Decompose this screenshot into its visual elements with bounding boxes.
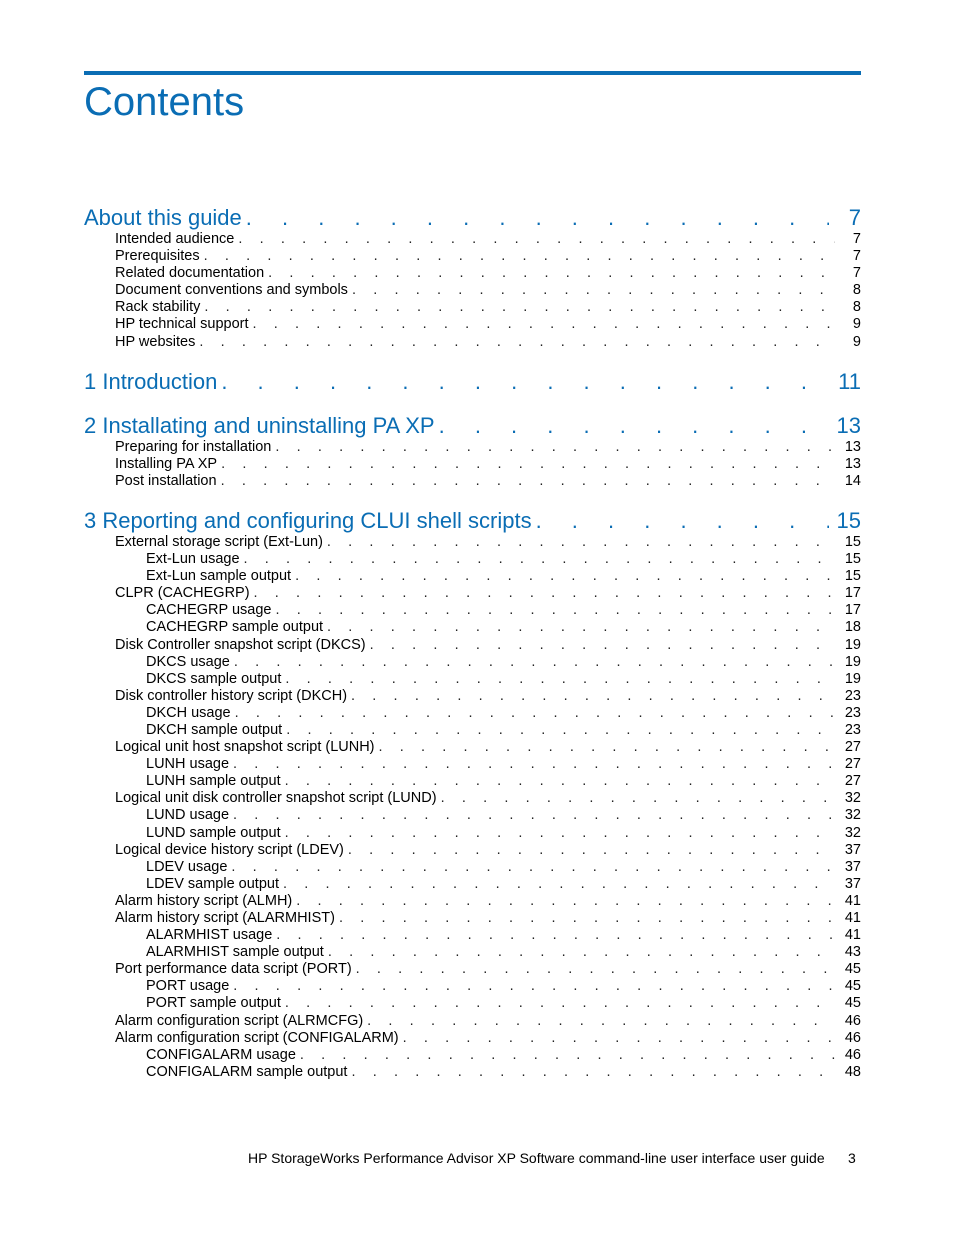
- dot-leader: [233, 978, 835, 995]
- toc-entry-page: 23: [844, 704, 861, 721]
- toc-entry-title: Document conventions and symbols: [115, 282, 348, 299]
- toc-entry-link[interactable]: [84, 534, 861, 551]
- toc-entry-title: DKCH usage: [146, 704, 231, 721]
- toc-entry-title: HP technical support: [115, 316, 249, 333]
- header-rule: [84, 71, 861, 75]
- toc-entry-link[interactable]: [84, 927, 861, 944]
- toc-entry-title: Ext-Lun usage: [146, 551, 240, 568]
- table-of-contents: [84, 205, 861, 1081]
- toc-entry-title: Related documentation: [115, 265, 265, 282]
- toc-entry-page: 27: [844, 773, 861, 790]
- toc-entry-page: 23: [844, 721, 861, 738]
- dot-leader: [233, 756, 835, 773]
- toc-entry-title: Prerequisites: [115, 248, 200, 265]
- dot-leader: [221, 456, 835, 473]
- toc-chapter-title: 2 Installating and uninstalling PA XP: [84, 412, 435, 438]
- toc-entry-title: LDEV sample output: [146, 875, 279, 892]
- dot-leader: [221, 473, 835, 490]
- dot-leader: [199, 334, 835, 351]
- toc-chapter-page: 13: [836, 412, 861, 438]
- toc-entry-link[interactable]: [84, 654, 861, 671]
- dot-leader: [238, 231, 835, 248]
- dot-leader: [327, 619, 835, 636]
- dot-leader: [286, 722, 835, 739]
- toc-entry-title: DKCS usage: [146, 653, 230, 670]
- toc-entry-link[interactable]: [84, 1064, 861, 1081]
- toc-entry-page: 9: [852, 333, 861, 350]
- toc-section: [84, 508, 861, 1081]
- toc-entry-link[interactable]: [84, 756, 861, 773]
- toc-entry-link[interactable]: [84, 842, 861, 859]
- dot-leader: [295, 568, 835, 585]
- dot-leader: [379, 739, 835, 756]
- toc-entry-title: Ext-Lun sample output: [146, 568, 292, 585]
- dot-leader: [441, 790, 835, 807]
- toc-entry-title: Alarm history script (ALMH): [115, 892, 293, 909]
- toc-chapter-link[interactable]: [84, 205, 861, 231]
- toc-entry-page: 15: [844, 533, 861, 550]
- dot-leader: [285, 671, 835, 688]
- dot-leader: [348, 842, 835, 859]
- toc-chapter-page: 11: [838, 368, 861, 394]
- dot-leader: [339, 910, 835, 927]
- dot-leader: [283, 876, 835, 893]
- dot-leader: [352, 282, 835, 299]
- dot-leader: [439, 413, 829, 439]
- toc-entry-link[interactable]: [84, 688, 861, 705]
- toc-entry-page: 37: [844, 841, 861, 858]
- toc-entry-title: Preparing for installation: [115, 438, 272, 455]
- toc-entry-title: Disk controller history script (DKCH): [115, 687, 348, 704]
- dot-leader: [276, 927, 835, 944]
- toc-entry-page: 48: [844, 1063, 861, 1080]
- toc-entry-link[interactable]: [84, 551, 861, 568]
- dot-leader: [300, 1047, 835, 1064]
- toc-entry-page: 45: [844, 995, 861, 1012]
- toc-entry-page: 23: [844, 687, 861, 704]
- toc-entry-page: 46: [844, 1029, 861, 1046]
- toc-entry-link[interactable]: [84, 807, 861, 824]
- toc-entry-title: CLPR (CACHEGRP): [115, 585, 250, 602]
- dot-leader: [254, 585, 835, 602]
- toc-entry-title: LUNH sample output: [146, 773, 281, 790]
- dot-leader: [327, 534, 835, 551]
- dot-leader: [356, 961, 835, 978]
- toc-entry-title: Logical unit host snapshot script (LUNH): [115, 739, 375, 756]
- toc-section: [84, 205, 861, 351]
- toc-chapter-link[interactable]: [84, 413, 861, 439]
- toc-entry-page: 13: [844, 438, 861, 455]
- toc-entry-page: 15: [844, 551, 861, 568]
- toc-entry-page: 9: [852, 316, 861, 333]
- toc-entry-link[interactable]: [84, 231, 861, 248]
- toc-entry-page: 19: [844, 670, 861, 687]
- toc-entry-link[interactable]: [84, 299, 861, 316]
- toc-entry-title: PORT sample output: [146, 995, 281, 1012]
- toc-section: [84, 413, 861, 490]
- toc-entry-title: Alarm configuration script (ALRMCFG): [115, 1012, 364, 1029]
- toc-entry-link[interactable]: [84, 439, 861, 456]
- toc-entry-page: 46: [844, 1012, 861, 1029]
- dot-leader: [235, 705, 835, 722]
- toc-entry-title: Port performance data script (PORT): [115, 961, 352, 978]
- toc-entry-title: CACHEGRP usage: [146, 602, 272, 619]
- toc-chapter-page: 7: [848, 205, 861, 230]
- dot-leader: [351, 1064, 835, 1081]
- toc-entry-link[interactable]: [84, 705, 861, 722]
- toc-entry-title: ALARMHIST sample output: [146, 944, 324, 961]
- toc-entry-link[interactable]: [84, 773, 861, 790]
- toc-entry-title: LUNH usage: [146, 756, 230, 773]
- toc-entry-link[interactable]: [84, 602, 861, 619]
- dot-leader: [285, 825, 835, 842]
- toc-entry-link[interactable]: [84, 637, 861, 654]
- toc-entry-link[interactable]: [84, 722, 861, 739]
- toc-entry-page: 8: [852, 299, 861, 316]
- toc-entry-page: 19: [844, 636, 861, 653]
- toc-entry-page: 7: [852, 265, 861, 282]
- toc-entry-title: ALARMHIST usage: [146, 927, 273, 944]
- toc-entry-title: LUND usage: [146, 807, 230, 824]
- toc-entry-title: LUND sample output: [146, 824, 281, 841]
- toc-entry-title: Alarm configuration script (CONFIGALARM): [115, 1029, 399, 1046]
- toc-entry-page: 19: [844, 653, 861, 670]
- toc-chapter-link[interactable]: [84, 369, 861, 395]
- toc-entry-link[interactable]: [84, 568, 861, 585]
- toc-entry-title: LDEV usage: [146, 858, 228, 875]
- dot-leader: [268, 265, 835, 282]
- toc-entry-page: 17: [844, 585, 861, 602]
- toc-entry-title: PORT usage: [146, 978, 230, 995]
- dot-leader: [234, 654, 835, 671]
- dot-leader: [246, 205, 829, 231]
- toc-entry-page: 27: [844, 756, 861, 773]
- toc-entry-link[interactable]: [84, 473, 861, 490]
- dot-leader: [296, 893, 835, 910]
- toc-entry-link[interactable]: [84, 995, 861, 1012]
- toc-entry-link[interactable]: [84, 978, 861, 995]
- toc-entry-title: DKCS sample output: [146, 670, 282, 687]
- toc-entry-link[interactable]: [84, 248, 861, 265]
- toc-entry-link[interactable]: [84, 282, 861, 299]
- toc-entry-page: 45: [844, 961, 861, 978]
- dot-leader: [351, 688, 835, 705]
- toc-entry-title: CONFIGALARM usage: [146, 1046, 296, 1063]
- toc-chapter-title: About this guide: [84, 205, 242, 230]
- toc-entry-title: Logical unit disk controller snapshot script (LUND): [115, 790, 437, 807]
- toc-entry-title: DKCH sample output: [146, 721, 283, 738]
- toc-entry-title: CACHEGRP sample output: [146, 619, 324, 636]
- toc-entry-page: 41: [844, 910, 861, 926]
- toc-entry-link[interactable]: [84, 944, 861, 961]
- toc-entry-title: Post installation: [115, 472, 217, 489]
- toc-entry-page: 13: [844, 455, 861, 472]
- toc-entry-title: Disk Controller snapshot script (DKCS): [115, 636, 366, 653]
- toc-entry-page: 45: [844, 978, 861, 995]
- toc-entry-page: 46: [844, 1046, 861, 1063]
- dot-leader: [403, 1030, 835, 1047]
- dot-leader: [231, 859, 835, 876]
- toc-entry-title: Rack stability: [115, 299, 201, 316]
- toc-entry-link[interactable]: [84, 910, 861, 927]
- toc-entry-page: 41: [844, 892, 861, 909]
- toc-entry-link[interactable]: [84, 265, 861, 282]
- toc-entry-link[interactable]: [84, 619, 861, 636]
- page-title: Contents: [84, 80, 245, 124]
- toc-entry-link[interactable]: [84, 1030, 861, 1047]
- dot-leader: [370, 637, 835, 654]
- dot-leader: [285, 773, 835, 790]
- toc-entry-page: 41: [844, 927, 861, 944]
- toc-section: [84, 369, 861, 395]
- footer-doc-title: HP StorageWorks Performance Advisor XP Software command-line user interface user guide: [248, 1150, 825, 1166]
- toc-entry-link[interactable]: [84, 876, 861, 893]
- dot-leader: [233, 807, 835, 824]
- toc-entry-page: 27: [844, 739, 861, 756]
- toc-entry-title: Alarm history script (ALARMHIST): [115, 910, 335, 926]
- dot-leader: [275, 439, 835, 456]
- toc-chapter-link[interactable]: [84, 508, 861, 534]
- toc-entry-link[interactable]: [84, 825, 861, 842]
- dot-leader: [367, 1013, 835, 1030]
- toc-entry-title: CONFIGALARM sample output: [146, 1063, 348, 1080]
- toc-entry-link[interactable]: [84, 316, 861, 333]
- toc-entry-link[interactable]: [84, 456, 861, 473]
- dot-leader: [328, 944, 835, 961]
- dot-leader: [536, 508, 829, 534]
- toc-entry-page: 15: [844, 568, 861, 585]
- toc-entry-link[interactable]: [84, 961, 861, 978]
- toc-entry-link[interactable]: [84, 893, 861, 910]
- toc-entry-page: 7: [852, 248, 861, 265]
- toc-entry-link[interactable]: [84, 739, 861, 756]
- toc-entry-page: 32: [844, 790, 861, 807]
- dot-leader: [244, 551, 835, 568]
- toc-entry-page: 37: [844, 875, 861, 892]
- toc-chapter-page: 15: [836, 507, 861, 533]
- toc-entry-link[interactable]: [84, 859, 861, 876]
- toc-entry-title: Intended audience: [115, 231, 235, 247]
- dot-leader: [204, 248, 835, 265]
- footer-page-number: 3: [848, 1150, 856, 1166]
- toc-entry-link[interactable]: [84, 1013, 861, 1030]
- toc-entry-page: 32: [844, 807, 861, 824]
- toc-entry-link[interactable]: [84, 585, 861, 602]
- toc-entry-page: 37: [844, 858, 861, 875]
- toc-entry-page: 8: [852, 282, 861, 299]
- toc-entry-page: 32: [844, 824, 861, 841]
- toc-entry-link[interactable]: [84, 671, 861, 688]
- toc-entry-link[interactable]: [84, 790, 861, 807]
- toc-entry-link[interactable]: [84, 334, 861, 351]
- toc-entry-title: Logical device history script (LDEV): [115, 841, 344, 858]
- toc-entry-title: Installing PA XP: [115, 455, 218, 472]
- toc-entry-title: HP websites: [115, 333, 196, 350]
- dot-leader: [275, 602, 835, 619]
- dot-leader: [204, 299, 835, 316]
- dot-leader: [285, 995, 835, 1012]
- toc-chapter-title: 1 Introduction: [84, 368, 218, 394]
- toc-chapter-title: 3 Reporting and configuring CLUI shell scripts: [84, 507, 532, 533]
- dot-leader: [253, 316, 835, 333]
- toc-entry-page: 14: [844, 472, 861, 489]
- toc-entry-page: 18: [844, 619, 861, 636]
- toc-entry-page: 7: [852, 231, 861, 247]
- toc-entry-link[interactable]: [84, 1047, 861, 1064]
- toc-entry-page: 43: [844, 944, 861, 961]
- toc-entry-title: External storage script (Ext-Lun): [115, 533, 323, 550]
- toc-entry-page: 17: [844, 602, 861, 619]
- dot-leader: [221, 369, 829, 395]
